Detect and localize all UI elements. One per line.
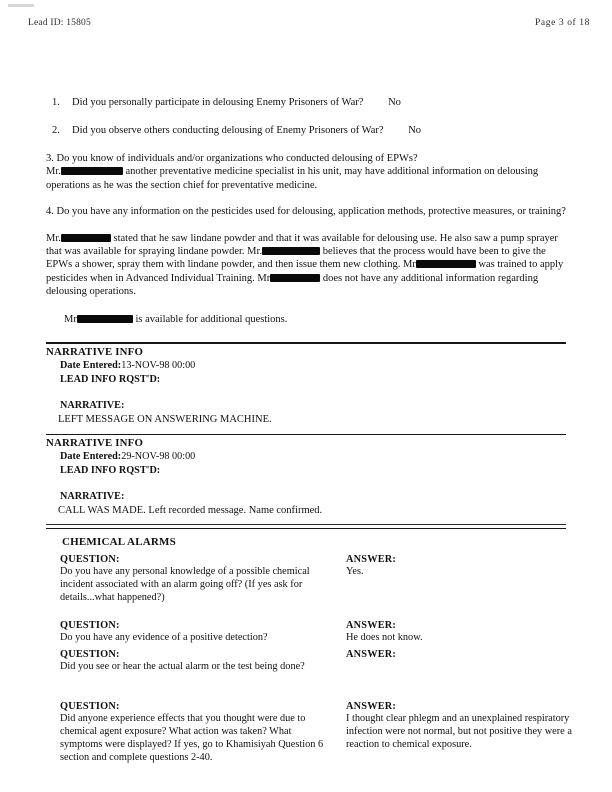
qa-pair bbox=[46, 649, 566, 701]
question-label: QUESTION: bbox=[60, 620, 120, 632]
question-text: Did you personally participate in delousing Enemy Prisoners of War? bbox=[72, 97, 364, 108]
narrative-info-block bbox=[46, 345, 566, 427]
section-divider bbox=[46, 434, 566, 436]
question-4-seg-1: Mr. bbox=[46, 232, 61, 244]
narrative-info-title: NARRATIVE INFO bbox=[46, 437, 144, 450]
question-answer: No bbox=[408, 125, 422, 136]
question-label: QUESTION: bbox=[60, 649, 120, 661]
lead-info-rqstd-label: LEAD INFO RQST'D: bbox=[60, 373, 161, 385]
page-header bbox=[28, 18, 590, 32]
numbered-question-item bbox=[46, 124, 566, 137]
chemical-alarms-title: CHEMICAL ALARMS bbox=[62, 536, 176, 549]
qa-answer-cell bbox=[346, 620, 576, 644]
question-4-seg-4: was trained to apply pesticides when in Advanced Individual Training. Mr bbox=[46, 259, 564, 284]
closing-statement bbox=[64, 313, 566, 326]
answer-text: Yes. bbox=[346, 566, 364, 578]
narrative-date-label: Date Entered: bbox=[60, 451, 122, 463]
narrative-date-row bbox=[60, 450, 566, 464]
numbered-question-list bbox=[46, 96, 566, 137]
qa-pair bbox=[46, 554, 566, 620]
question-label: QUESTION: bbox=[60, 554, 120, 566]
qa-question-cell bbox=[60, 701, 328, 764]
question-number: 1. bbox=[52, 97, 60, 108]
question-4-prompt: 4. Do you have any information on the pesticides used for delousing, application methods, protective measures, or training? bbox=[46, 206, 566, 218]
question-text: Do you have any personal knowledge of a possible chemical incident associated with an alarm going off? (If yes ask for details...what happened?) bbox=[60, 566, 310, 604]
question-3-prompt: 3. Do you know of individuals and/or organizations who conducted delousing of EPWs? bbox=[46, 153, 418, 164]
redaction-bar bbox=[270, 274, 320, 282]
answer-label: ANSWER: bbox=[346, 620, 397, 632]
question-label: QUESTION: bbox=[60, 701, 120, 713]
narrative-text: CALL WAS MADE. Left recorded message. Name confirmed. bbox=[58, 505, 323, 517]
answer-label: ANSWER: bbox=[346, 554, 397, 566]
qa-pair bbox=[46, 620, 566, 649]
redaction-bar bbox=[61, 167, 123, 175]
narrative-info-title: NARRATIVE INFO bbox=[46, 345, 144, 358]
spacer bbox=[46, 478, 566, 490]
question-4-block bbox=[46, 205, 566, 218]
document-body bbox=[46, 96, 572, 791]
question-3-answer-lead: Mr. bbox=[46, 166, 61, 178]
question-4-seg-3: believes that the process would have been to give the EPWs a shower, spray them with lindane powder, and then issue them new clothing. Mr bbox=[46, 246, 546, 271]
lead-info-rqstd-label: LEAD INFO RQST'D: bbox=[60, 465, 161, 477]
question-3-block bbox=[46, 152, 566, 192]
answer-text: He does not know. bbox=[346, 632, 423, 644]
qa-question-cell bbox=[60, 620, 328, 644]
spacer bbox=[46, 387, 566, 399]
scan-artifact bbox=[8, 4, 34, 7]
answer-text: I thought clear phlegm and an unexplained respiratory infection were not normal, but not positive they were a reaction to chemical exposure. bbox=[346, 713, 572, 751]
question-3-answer-body: another preventative medicine specialist in his unit, may have additional information on delousing operations as he was the section chief for preventative medicine. bbox=[46, 166, 539, 191]
redaction-bar bbox=[77, 315, 133, 323]
page-number-text: Page 3 of 18 bbox=[535, 18, 590, 28]
narrative-date-row bbox=[60, 359, 566, 373]
qa-answer-cell bbox=[346, 649, 576, 660]
question-text: Did anyone experience effects that you thought were due to chemical agent exposure? What action was taken? What symptoms were displayed? If yes, go to Khamisiyah Question 6 section and complete questions 2-40. bbox=[60, 713, 324, 764]
narrative-label: NARRATIVE: bbox=[60, 491, 125, 503]
qa-question-cell bbox=[60, 554, 328, 604]
narrative-date-value: 29-NOV-98 00:00 bbox=[121, 451, 196, 463]
question-answer: No bbox=[388, 97, 401, 108]
question-text: Did you see or hear the actual alarm or the test being done? bbox=[60, 661, 305, 673]
section-divider bbox=[46, 342, 566, 344]
qa-question-cell bbox=[60, 649, 328, 673]
redaction-bar bbox=[416, 260, 476, 268]
chemical-alarms-qa-grid bbox=[46, 554, 572, 791]
redaction-bar bbox=[262, 247, 320, 255]
qa-answer-cell bbox=[346, 701, 576, 751]
closing-seg-2: is available for additional questions. bbox=[132, 313, 288, 325]
closing-seg-1: Mr bbox=[64, 313, 77, 325]
narrative-label: NARRATIVE: bbox=[60, 399, 125, 411]
question-4-seg-5: does not have any additional information regarding delousing operations. bbox=[46, 272, 539, 298]
question-text: Did you observe others conducting delousing of Enemy Prisoners of War? bbox=[72, 125, 384, 136]
redaction-bar bbox=[61, 234, 111, 242]
answer-label: ANSWER: bbox=[346, 701, 397, 713]
narrative-info-block bbox=[46, 436, 566, 518]
qa-pair bbox=[46, 701, 572, 791]
narrative-text: LEFT MESSAGE ON ANSWERING MACHINE. bbox=[58, 413, 272, 425]
answer-label: ANSWER: bbox=[346, 649, 397, 661]
narrative-date-value: 13-NOV-98 00:00 bbox=[121, 359, 196, 371]
numbered-question-item bbox=[46, 96, 566, 109]
qa-answer-cell bbox=[346, 554, 576, 578]
question-4-seg-2: stated that he saw lindane powder and that it was available for delousing use. He also saw a pump sprayer that was available for spraying lindane powder. Mr. bbox=[46, 232, 558, 258]
question-text: Do you have any evidence of a positive detection? bbox=[60, 632, 268, 644]
lead-id-text: Lead ID: 15805 bbox=[28, 18, 91, 28]
narrative-date-label: Date Entered: bbox=[60, 359, 122, 371]
question-4-answer bbox=[46, 232, 566, 299]
question-number: 2. bbox=[52, 125, 60, 136]
